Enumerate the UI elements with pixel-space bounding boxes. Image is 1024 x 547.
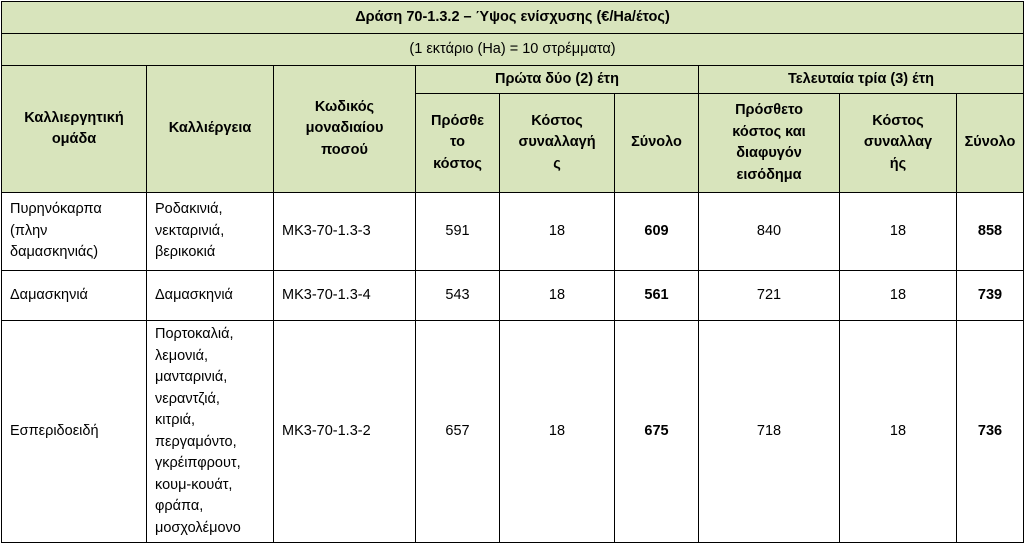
cell-group: Εσπεριδοειδή [2, 321, 147, 543]
cell-group: Δαμασκηνιά [2, 271, 147, 321]
table-row [2, 271, 1024, 321]
cell-code: ΜΚ3-70-1.3-2 [274, 321, 416, 543]
cell-total-last: 858 [957, 193, 1024, 271]
cell-added-cost-income: 721 [699, 271, 840, 321]
cell-total-first: 675 [615, 321, 699, 543]
cell-transaction-cost-last: 18 [840, 271, 957, 321]
cell-added-cost: 543 [416, 271, 500, 321]
cell-transaction-cost-first: 18 [500, 321, 615, 543]
col-header-transaction-cost-first: Κόστος συναλλαγή ς [500, 94, 615, 193]
cell-crop: Πορτοκαλιά, λεμονιά, μανταρινιά, νεραντζιά, κιτριά, περγαμόντο, γκρέιπφρουτ, κουμ-κουάτ, φράπα, μοσχολέμονο [147, 321, 274, 543]
cell-total-first: 561 [615, 271, 699, 321]
col-header-crop: Καλλιέργεια [147, 66, 274, 193]
cell-total-first: 609 [615, 193, 699, 271]
cell-total-last: 736 [957, 321, 1024, 543]
cell-added-cost-income: 718 [699, 321, 840, 543]
col-header-total-last: Σύνολο [957, 94, 1024, 193]
table-row [2, 193, 1024, 271]
support-amount-table [1, 1, 1024, 543]
cell-code: ΜΚ3-70-1.3-4 [274, 271, 416, 321]
group-header-last-years: Τελευταία τρία (3) έτη [699, 66, 1024, 94]
cell-transaction-cost-last: 18 [840, 193, 957, 271]
cell-added-cost-income: 840 [699, 193, 840, 271]
cell-group: Πυρηνόκαρπα (πλην δαμασκηνιάς) [2, 193, 147, 271]
cell-transaction-cost-first: 18 [500, 193, 615, 271]
table-title: Δράση 70-1.3.2 – Ύψος ενίσχυσης (€/Ha/έτος) [2, 2, 1024, 34]
cell-added-cost: 591 [416, 193, 500, 271]
table-subtitle: (1 εκτάριο (Ha) = 10 στρέμματα) [2, 34, 1024, 66]
cell-transaction-cost-first: 18 [500, 271, 615, 321]
group-header-first-years: Πρώτα δύο (2) έτη [416, 66, 699, 94]
col-header-transaction-cost-last: Κόστος συναλλαγ ής [840, 94, 957, 193]
cell-total-last: 739 [957, 271, 1024, 321]
table-row [2, 321, 1024, 543]
col-header-total-first: Σύνολο [615, 94, 699, 193]
col-header-code: Κωδικός μοναδιαίου ποσού [274, 66, 416, 193]
cell-crop: Ροδακινιά, νεκταρινιά, βερικοκιά [147, 193, 274, 271]
col-header-added-cost: Πρόσθε το κόστος [416, 94, 500, 193]
cell-crop: Δαμασκηνιά [147, 271, 274, 321]
col-header-group: Καλλιεργητική ομάδα [2, 66, 147, 193]
cell-added-cost: 657 [416, 321, 500, 543]
col-header-added-cost-income: Πρόσθετο κόστος και διαφυγόν εισόδημα [699, 94, 840, 193]
cell-code: ΜΚ3-70-1.3-3 [274, 193, 416, 271]
cell-transaction-cost-last: 18 [840, 321, 957, 543]
